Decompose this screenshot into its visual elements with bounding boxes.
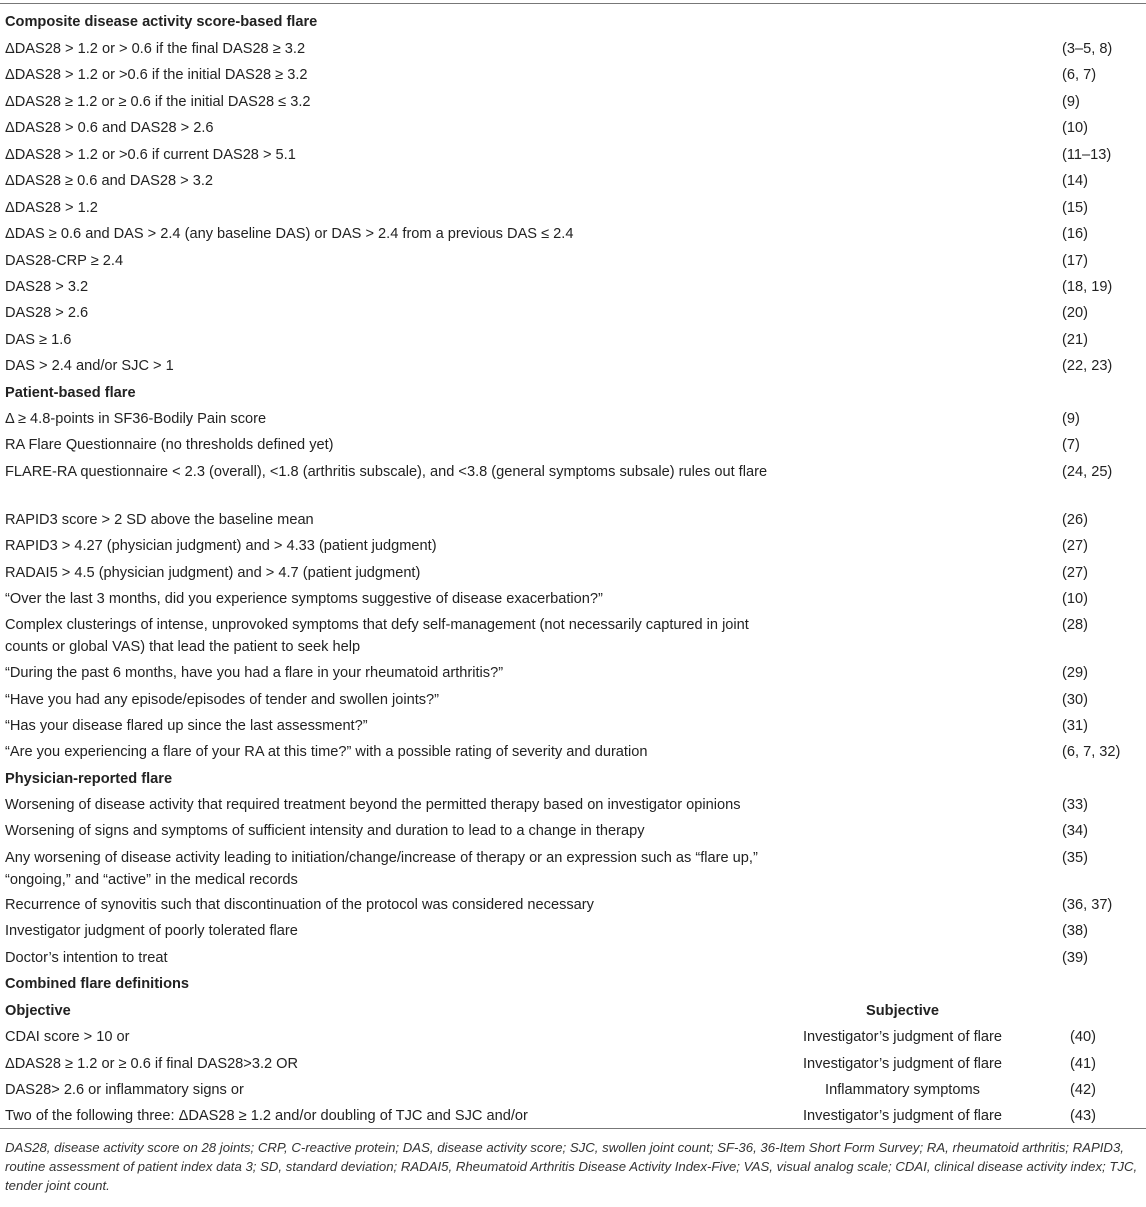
- table-footnote: DAS28, disease activity score on 28 joints; CRP, C-reactive protein; DAS, disease activity score; SJC, swollen joint count; SF-36, 36-Item Short Form Survey; RA, rheumatoid arthritis; RAPID3, routine assessment of patient index data 3; SD, standard deviation; RADAI5, Rheumatoid Arthritis Disease Activity Index-Five; VAS, visual analog scale; CDAI, clinical disease activity index; TJC, tender joint count.: [5, 1140, 1138, 1193]
- table-bottom-rule: [0, 1128, 1146, 1129]
- subjective-header: Subjective: [866, 1003, 939, 1019]
- objective-header: Objective: [5, 1003, 71, 1019]
- table-top-rule: [0, 3, 1146, 4]
